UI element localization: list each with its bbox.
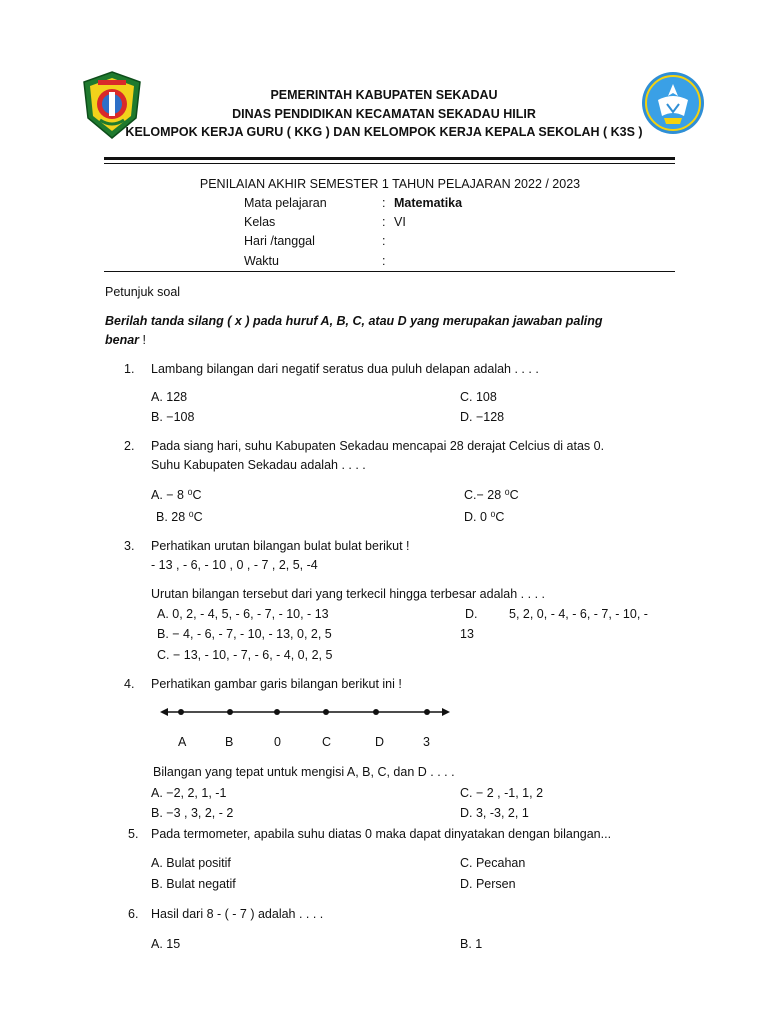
field-value-class: VI <box>394 215 406 229</box>
question-2-number: 2. <box>124 439 135 453</box>
exam-title: PENILAIAN AKHIR SEMESTER 1 TAHUN PELAJARAN 2022 / 2023 <box>199 177 581 191</box>
q4-option-c[interactable]: C. − 2 , -1, 1, 2 <box>460 786 544 800</box>
q2-option-d[interactable]: D. 0 ⁰C <box>464 510 505 524</box>
q3-option-a[interactable]: A. 0, 2, - 4, 5, - 6, - 7, - 10, - 13 <box>157 607 329 621</box>
question-5-text: Pada termometer, apabila suhu diatas 0 maka dapat dinyatakan dengan bilangan... <box>151 827 612 841</box>
q5-option-b[interactable]: B. Bulat negatif <box>151 877 236 891</box>
question-3-sequence: - 13 , - 6, - 10 , 0 , - 7 , 2, 5, -4 <box>151 558 318 572</box>
number-line-point-zero <box>274 709 280 715</box>
number-line <box>160 700 460 730</box>
number-line-point-d <box>373 709 379 715</box>
number-line-point-c <box>323 709 329 715</box>
header-divider-thin <box>104 163 675 164</box>
header-line-3: KELOMPOK KERJA GURU ( KKG ) DAN KELOMPOK KERJA KEPALA SEKOLAH ( K3S ) <box>125 125 643 139</box>
field-label-subject: Mata pelajaran <box>244 196 327 210</box>
q3-option-d-line-2[interactable]: 13 <box>460 627 474 641</box>
q1-option-b[interactable]: B. −108 <box>151 410 195 424</box>
field-label-time: Waktu <box>244 254 279 268</box>
question-5-number: 5. <box>128 827 139 841</box>
number-line-label-three: 3 <box>423 735 430 749</box>
number-line-label-b: B <box>225 735 234 749</box>
number-line-label-d: D <box>375 735 385 749</box>
q2-option-a[interactable]: A. − 8 ⁰C <box>151 488 202 502</box>
question-3-number: 3. <box>124 539 135 553</box>
info-divider <box>104 271 675 272</box>
number-line-label-c: C <box>322 735 332 749</box>
question-6-text: Hasil dari 8 - ( - 7 ) adalah . . . . <box>151 907 324 921</box>
field-sep-date: : <box>382 234 386 248</box>
question-1-text: Lambang bilangan dari negatif seratus dua puluh delapan adalah . . . . <box>151 362 539 376</box>
instructions-line-1: Berilah tanda silang ( x ) pada huruf A, B, C, atau D yang merupakan jawaban paling <box>105 314 603 328</box>
q3-option-b[interactable]: B. − 4, - 6, - 7, - 10, - 13, 0, 2, 5 <box>157 627 332 641</box>
question-4-text-line-2: Bilangan yang tepat untuk mengisi A, B, C, dan D . . . . <box>153 765 455 779</box>
header-line-2: DINAS PENDIDIKAN KECAMATAN SEKADAU HILIR <box>232 107 536 121</box>
number-line-label-zero: 0 <box>274 735 281 749</box>
q6-option-a[interactable]: A. 15 <box>151 937 181 951</box>
q2-option-b[interactable]: B. 28 ⁰C <box>156 510 203 524</box>
instructions-heading: Petunjuk soal <box>105 285 181 299</box>
q4-option-d[interactable]: D. 3, -3, 2, 1 <box>460 806 529 820</box>
q1-option-d[interactable]: D. −128 <box>460 410 505 424</box>
q4-option-b[interactable]: B. −3 , 3, 2, - 2 <box>151 806 234 820</box>
instructions-exclaim: ! <box>139 333 146 347</box>
header-line-1: PEMERINTAH KABUPATEN SEKADAU <box>270 88 498 102</box>
q6-option-b[interactable]: B. 1 <box>460 937 483 951</box>
q3-option-d-label[interactable]: D. <box>465 607 478 621</box>
q5-option-d[interactable]: D. Persen <box>460 877 516 891</box>
number-line-label-a: A <box>178 735 187 749</box>
field-sep-class: : <box>382 215 386 229</box>
question-3-text-line-1: Perhatikan urutan bilangan bulat bulat berikut ! <box>151 539 410 553</box>
question-1-number: 1. <box>124 362 135 376</box>
question-2-text-line-2: Suhu Kabupaten Sekadau adalah . . . . <box>151 458 366 472</box>
q4-option-a[interactable]: A. −2, 2, 1, -1 <box>151 786 227 800</box>
number-line-point-a <box>178 709 184 715</box>
q3-option-d-line-1[interactable]: 5, 2, 0, - 4, - 6, - 7, - 10, - <box>509 607 648 621</box>
field-sep-subject: : <box>382 196 386 210</box>
q3-option-c[interactable]: C. − 13, - 10, - 7, - 6, - 4, 0, 2, 5 <box>157 648 333 662</box>
instructions-bold-word: benar <box>105 333 140 347</box>
question-4-number: 4. <box>124 677 135 691</box>
number-line-point-three <box>424 709 430 715</box>
question-2-text-line-1: Pada siang hari, suhu Kabupaten Sekadau mencapai 28 derajat Celcius di atas 0. <box>151 439 605 453</box>
question-3-text-line-3: Urutan bilangan tersebut dari yang terkecil hingga terbesar adalah . . . . <box>151 587 545 601</box>
q2-option-c[interactable]: C.− 28 ⁰C <box>464 488 519 502</box>
q5-option-a[interactable]: A. Bulat positif <box>151 856 231 870</box>
instructions-line-2 <box>105 333 146 347</box>
q5-option-c[interactable]: C. Pecahan <box>460 856 526 870</box>
number-line-point-b <box>227 709 233 715</box>
q1-option-c[interactable]: C. 108 <box>460 390 497 404</box>
question-6-number: 6. <box>128 907 139 921</box>
field-label-date: Hari /tanggal <box>244 234 315 248</box>
field-value-subject: Matematika <box>394 196 463 210</box>
field-sep-time: : <box>382 254 386 268</box>
field-label-class: Kelas <box>244 215 276 229</box>
q1-option-a[interactable]: A. 128 <box>151 390 188 404</box>
header-divider-thick <box>104 157 675 160</box>
question-4-text-line-1: Perhatikan gambar garis bilangan berikut ini ! <box>151 677 402 691</box>
